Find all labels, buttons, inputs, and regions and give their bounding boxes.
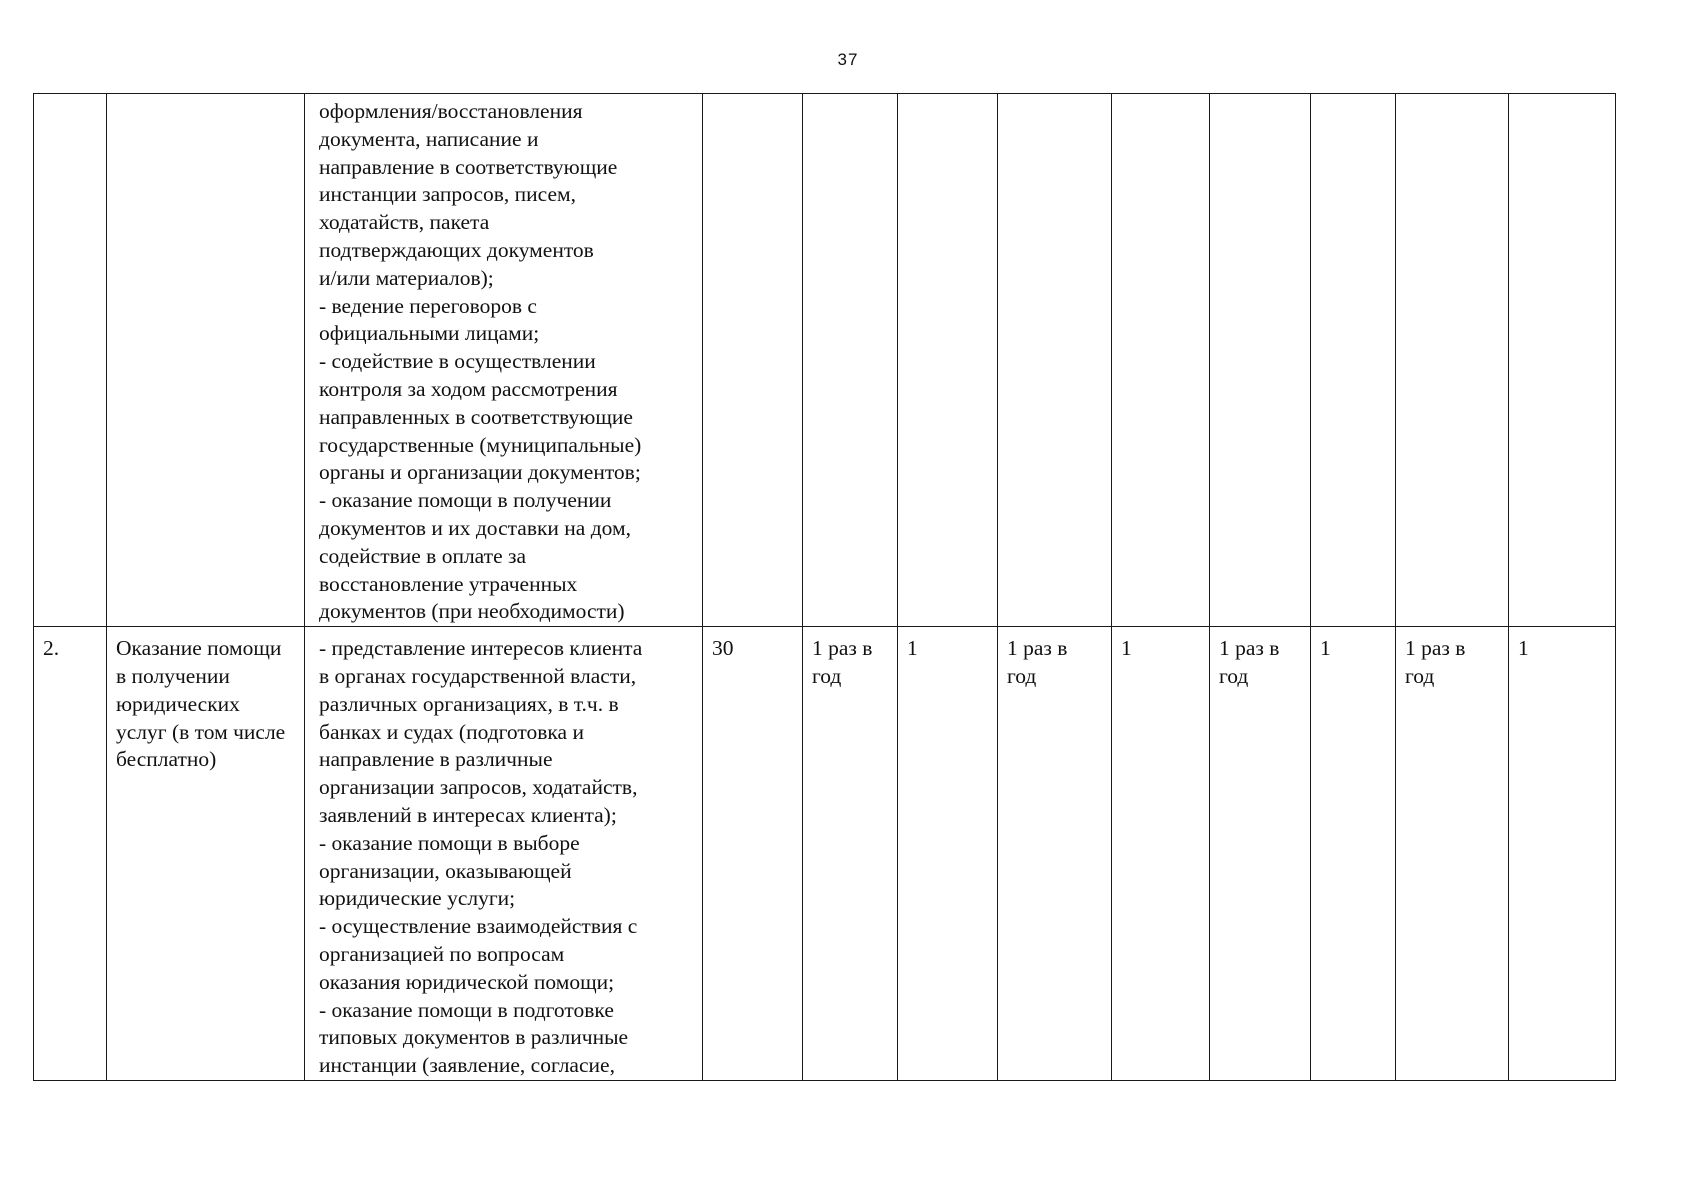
value-cell [803,94,898,627]
value-cell [1311,94,1396,627]
value-cell [898,94,998,627]
description-line: различных организациях, в т.ч. в [319,691,619,716]
description-line: - ведение переговоров с [319,293,537,318]
description-line: документов и их доставки на дом, [319,515,631,540]
description-line: - оказание помощи в получении [319,488,612,513]
description-line: документа, написание и [319,126,539,151]
description-line: органы и организации документов; [319,460,641,485]
service-description-cell [305,627,703,1081]
service-description-cell [305,94,703,627]
description-line: оказания юридической помощи; [319,969,615,994]
value-cell: 1 раз в год [998,627,1112,1081]
description-line: - осуществление взаимодействия с [319,914,638,939]
value-cell: 1 раз в год [1396,627,1509,1081]
row-number-cell [34,94,107,627]
description-line: документов (при необходимости) [319,599,625,624]
table-row [34,94,1616,627]
description-line: содействие в оплате за [319,543,527,568]
description-line: восстановление утраченных [319,571,578,596]
description-line: - оказание помощи в подготовке [319,997,614,1022]
service-name-cell [107,94,305,627]
description-line: ходатайств, пакета [319,210,490,235]
description-line: юридические услуги; [319,886,516,911]
description-line: типовых документов в различные [319,1025,629,1050]
description-line: организацией по вопросам [319,941,565,966]
description-line: организации, оказывающей [319,858,572,883]
table-row [34,627,1616,1081]
description-line: подтверждающих документов [319,237,594,262]
value-cell [1396,94,1509,627]
description-line: инстанции (заявление, согласие, [319,1053,615,1078]
value-cell [1509,94,1616,627]
description-line: государственные (муниципальные) [319,432,642,457]
value-cell: 1 раз в год [803,627,898,1081]
value-cell: 1 [1509,627,1616,1081]
value-cell: 1 раз в год [1210,627,1311,1081]
description-line: - содействие в осуществлении [319,349,596,374]
description-line: - представление интересов клиента [319,636,643,661]
value-cell [998,94,1112,627]
service-name-cell: Оказание помощи в получении юридических услуг (в том числе бесплатно) [107,627,305,1081]
row-number-cell: 2. [34,627,107,1081]
description-line: контроля за ходом рассмотрения [319,376,618,401]
value-cell [1210,94,1311,627]
value-cell: 1 [898,627,998,1081]
services-table [33,93,1616,1081]
value-cell: 1 [1112,627,1210,1081]
description-line: направление в различные [319,747,553,772]
value-cell [703,94,803,627]
description-line: заявлений в интересах клиента); [319,802,617,827]
description-line: организации запросов, ходатайств, [319,775,638,800]
description-line: инстанции запросов, писем, [319,182,576,207]
value-cell: 1 [1311,627,1396,1081]
page-number: 37 [837,50,859,69]
description-line: - оказание помощи в выборе [319,830,580,855]
description-line: банках и судах (подготовка и [319,719,584,744]
value-cell: 30 [703,627,803,1081]
value-cell [1112,94,1210,627]
description-line: направленных в соответствующие [319,404,633,429]
description-line: направление в соответствующие [319,154,618,179]
description-line: и/или материалов); [319,265,494,290]
description-line: в органах государственной власти, [319,663,637,688]
description-line: официальными лицами; [319,321,540,346]
description-line: оформления/восстановления [319,99,583,123]
